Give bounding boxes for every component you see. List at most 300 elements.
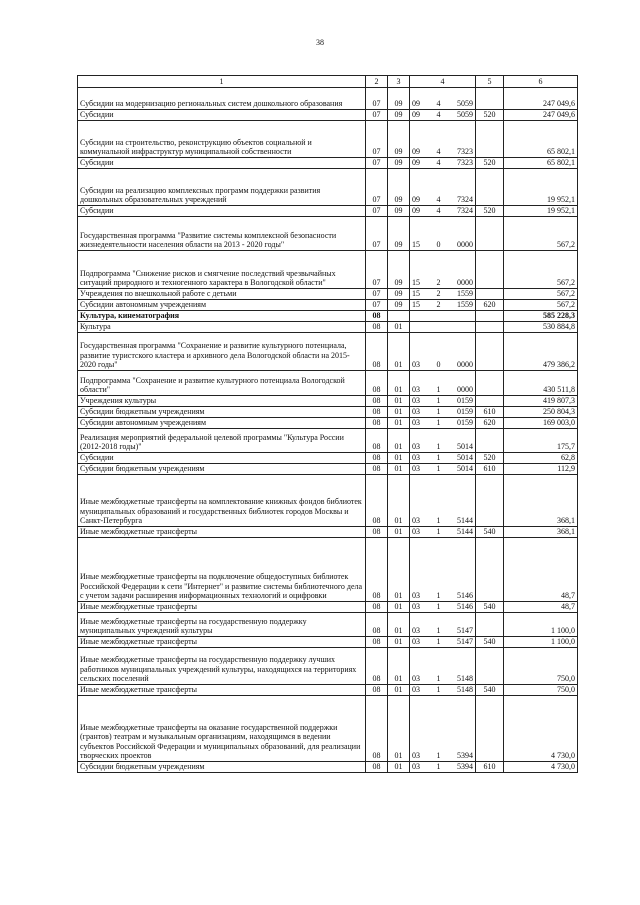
row-name: Учреждения культуры [78,396,366,407]
target-article-part: 1 [436,591,441,601]
expense-type-code: 540 [476,685,504,696]
target-article-part: 15 [412,289,420,299]
target-article-part: 03 [412,464,420,474]
expense-type-code [476,648,504,685]
amount: 65 802,1 [504,121,578,158]
expense-type-code: 540 [476,602,504,613]
target-article-part: 09 [412,99,420,109]
row-name: Учреждения по внешкольной работе с детьми [78,289,366,300]
target-article-part: 5394 [457,762,473,772]
target-article-part: 1 [436,602,441,612]
subsection-code: 01 [388,322,410,333]
amount: 567,2 [504,251,578,289]
row-name: Подпрограмма "Снижение рисков и смягчение последствий чрезвычайных ситуаций природного и техногенного характера в Вологодской области" [78,251,366,289]
section-code: 08 [366,637,388,648]
expense-type-code: 540 [476,527,504,538]
target-article-code [410,206,476,217]
target-article-part: 0159 [457,407,473,417]
expense-type-code [476,121,504,158]
subsection-code: 01 [388,696,410,762]
row-name: Субсидии на реализацию комплексных программ поддержки развития дошкольных образовательных учреждений [78,169,366,206]
row-name: Иные межбюджетные трансферты [78,527,366,538]
target-article-part: 03 [412,527,420,537]
section-code: 08 [366,429,388,453]
amount: 19 952,1 [504,169,578,206]
target-article-code [410,371,476,396]
target-article-part: 5059 [457,110,473,120]
row-name: Культура [78,322,366,333]
section-code: 08 [366,613,388,637]
column-header: 1 [78,76,366,88]
amount: 479 386,2 [504,333,578,371]
target-article-part: 1559 [457,289,473,299]
target-article-part: 03 [412,751,420,761]
amount: 750,0 [504,648,578,685]
target-article-part: 09 [412,206,420,216]
target-article-part: 4 [436,147,441,157]
target-article-code [410,685,476,696]
table-row [78,121,578,158]
target-article-part: 1 [436,385,441,395]
section-code: 08 [366,475,388,527]
row-name: Иные межбюджетные трансферты на государственную поддержку муниципальных учреждений культуры [78,613,366,637]
target-article-part: 03 [412,453,420,463]
row-name: Иные межбюджетные трансферты на подключение общедоступных библиотек Российской Федерации к сети "Интернет" и развитие системы библиотечного дела с учетом задачи расширения информационных технологий и оцифровки [78,538,366,602]
expense-type-code [476,289,504,300]
section-code: 08 [366,602,388,613]
table-row [78,475,578,527]
row-name: Субсидии [78,453,366,464]
target-article-part: 1 [436,685,441,695]
amount: 368,1 [504,475,578,527]
subsection-code: 01 [388,464,410,475]
target-article-part: 15 [412,300,420,310]
row-name: Культура, кинематография [78,311,366,322]
target-article-part: 0000 [457,278,473,288]
target-article-code [410,300,476,311]
target-article-part: 0 [436,240,441,250]
section-code: 08 [366,527,388,538]
row-name: Субсидии бюджетным учреждениям [78,464,366,475]
target-article-part: 1 [436,407,441,417]
section-code: 07 [366,121,388,158]
table-row [78,538,578,602]
amount: 48,7 [504,602,578,613]
expense-type-code [476,217,504,251]
section-code: 08 [366,396,388,407]
section-code: 07 [366,251,388,289]
target-article-part: 1 [436,396,441,406]
target-article-part: 09 [412,110,420,120]
amount: 19 952,1 [504,206,578,217]
section-code: 07 [366,300,388,311]
target-article-part: 7323 [457,147,473,157]
table-row [78,300,578,311]
expense-type-code: 610 [476,762,504,773]
amount: 585 228,3 [504,311,578,322]
amount: 430 511,8 [504,371,578,396]
target-article-code [410,527,476,538]
amount: 4 730,0 [504,762,578,773]
target-article-code [410,333,476,371]
amount: 530 884,8 [504,322,578,333]
table-row [78,333,578,371]
expense-type-code [476,396,504,407]
subsection-code: 01 [388,527,410,538]
section-code: 08 [366,371,388,396]
target-article-code [410,538,476,602]
target-article-part: 1 [436,762,441,772]
target-article-code [410,613,476,637]
target-article-part: 09 [412,158,420,168]
column-header: 6 [504,76,578,88]
expense-type-code [476,538,504,602]
section-code: 08 [366,418,388,429]
table-row [78,602,578,613]
row-name: Субсидии [78,206,366,217]
budget-table [77,75,578,773]
row-name: Подпрограмма "Сохранение и развитие культурного потенциала Вологодской области" [78,371,366,396]
table-row [78,685,578,696]
target-article-part: 03 [412,762,420,772]
subsection-code: 09 [388,217,410,251]
section-code: 08 [366,464,388,475]
section-code: 07 [366,158,388,169]
table-row [78,696,578,762]
amount: 62,8 [504,453,578,464]
expense-type-code: 520 [476,206,504,217]
target-article-part: 09 [412,195,420,205]
target-article-part: 5144 [457,516,473,526]
expense-type-code [476,333,504,371]
table-row [78,169,578,206]
table-row [78,637,578,648]
target-article-part: 1 [436,442,441,452]
row-name: Субсидии [78,158,366,169]
target-article-part: 1559 [457,300,473,310]
target-article-part: 03 [412,626,420,636]
target-article-part: 1 [436,453,441,463]
expense-type-code [476,251,504,289]
row-name: Иные межбюджетные трансферты [78,602,366,613]
amount: 4 730,0 [504,696,578,762]
expense-type-code [476,371,504,396]
subsection-code: 01 [388,648,410,685]
table-row [78,407,578,418]
amount: 1 100,0 [504,637,578,648]
amount: 175,7 [504,429,578,453]
target-article-part: 03 [412,637,420,647]
amount: 48,7 [504,538,578,602]
table-row [78,158,578,169]
subsection-code: 01 [388,453,410,464]
target-article-part: 5147 [457,626,473,636]
subsection-code: 09 [388,110,410,121]
amount: 247 049,6 [504,110,578,121]
row-name: Государственная программа "Сохранение и развитие культурного потенциала, развитие туристского кластера и архивного дела Вологодской области на 2015-2020 годы" [78,333,366,371]
row-name: Иные межбюджетные трансферты на государственную поддержку лучших работников муниципальных учреждений культуры, находящихся на территориях сельских поселений [78,648,366,685]
section-code: 08 [366,322,388,333]
subsection-code: 09 [388,88,410,110]
table-row [78,110,578,121]
subsection-code [388,311,410,322]
table-row [78,322,578,333]
target-article-part: 4 [436,110,441,120]
target-article-part: 1 [436,516,441,526]
table-row [78,613,578,637]
table-row [78,206,578,217]
target-article-part: 2 [436,289,441,299]
target-article-part: 0000 [457,240,473,250]
row-name: Субсидии автономным учреждениям [78,418,366,429]
subsection-code: 01 [388,613,410,637]
amount: 750,0 [504,685,578,696]
target-article-code [410,289,476,300]
row-name: Субсидии автономным учреждениям [78,300,366,311]
table-row [78,251,578,289]
target-article-part: 1 [436,637,441,647]
target-article-part: 5146 [457,591,473,601]
target-article-code [410,762,476,773]
target-article-part: 2 [436,278,441,288]
target-article-code [410,322,476,333]
target-article-code [410,217,476,251]
amount: 169 003,0 [504,418,578,429]
row-name: Государственная программа "Развитие системы комплексной безопасности жизнедеятельности населения области на 2013 - 2020 годы" [78,217,366,251]
subsection-code: 01 [388,407,410,418]
target-article-part: 03 [412,685,420,695]
expense-type-code: 610 [476,407,504,418]
subsection-code: 09 [388,289,410,300]
section-code: 07 [366,169,388,206]
target-article-code [410,407,476,418]
section-code: 08 [366,648,388,685]
target-article-part: 5146 [457,602,473,612]
target-article-code [410,696,476,762]
table-row [78,289,578,300]
target-article-part: 5014 [457,442,473,452]
table-row [78,311,578,322]
target-article-code [410,464,476,475]
table-row [78,418,578,429]
target-article-part: 2 [436,300,441,310]
target-article-part: 03 [412,442,420,452]
section-code: 08 [366,333,388,371]
expense-type-code [476,322,504,333]
section-code: 08 [366,685,388,696]
target-article-part: 5147 [457,637,473,647]
table-row [78,88,578,110]
subsection-code: 09 [388,251,410,289]
table-row [78,217,578,251]
target-article-code [410,602,476,613]
row-name: Иные межбюджетные трансферты на комплектование книжных фондов библиотек муниципальных образований и государственных библиотек городов Москвы и Санкт-Петербурга [78,475,366,527]
expense-type-code: 620 [476,300,504,311]
target-article-code [410,121,476,158]
subsection-code: 09 [388,169,410,206]
target-article-part: 03 [412,674,420,684]
target-article-part: 5394 [457,751,473,761]
target-article-part: 09 [412,147,420,157]
target-article-part: 5014 [457,464,473,474]
target-article-part: 1 [436,527,441,537]
expense-type-code [476,475,504,527]
subsection-code: 01 [388,637,410,648]
subsection-code: 01 [388,762,410,773]
target-article-code [410,418,476,429]
target-article-part: 0159 [457,418,473,428]
target-article-part: 03 [412,418,420,428]
target-article-part: 1 [436,418,441,428]
amount: 567,2 [504,289,578,300]
target-article-part: 7323 [457,158,473,168]
target-article-code [410,429,476,453]
target-article-code [410,169,476,206]
section-code: 08 [366,762,388,773]
table-row [78,648,578,685]
section-code: 08 [366,538,388,602]
target-article-part: 0 [436,360,441,370]
column-header: 3 [388,76,410,88]
target-article-code [410,475,476,527]
row-name: Субсидии на строительство, реконструкцию объектов социальной и коммунальной инфраструктур муниципальной собственности [78,121,366,158]
expense-type-code: 610 [476,464,504,475]
target-article-part: 15 [412,278,420,288]
amount: 247 049,6 [504,88,578,110]
target-article-part: 4 [436,206,441,216]
expense-type-code: 520 [476,158,504,169]
expense-type-code: 520 [476,110,504,121]
section-code: 07 [366,217,388,251]
column-header: 5 [476,76,504,88]
target-article-part: 5144 [457,527,473,537]
expense-type-code: 540 [476,637,504,648]
target-article-part: 1 [436,751,441,761]
row-name: Субсидии бюджетным учреждениям [78,762,366,773]
subsection-code: 09 [388,158,410,169]
subsection-code: 01 [388,475,410,527]
target-article-part: 03 [412,516,420,526]
amount: 250 804,3 [504,407,578,418]
row-name: Субсидии бюджетным учреждениям [78,407,366,418]
row-name: Субсидии на модернизацию региональных систем дошкольного образования [78,88,366,110]
section-code: 08 [366,453,388,464]
target-article-part: 5059 [457,99,473,109]
expense-type-code: 520 [476,453,504,464]
subsection-code: 01 [388,538,410,602]
subsection-code: 01 [388,396,410,407]
expense-type-code [476,88,504,110]
amount: 368,1 [504,527,578,538]
target-article-part: 03 [412,407,420,417]
target-article-part: 4 [436,99,441,109]
table-row [78,762,578,773]
target-article-part: 5148 [457,674,473,684]
column-header: 2 [366,76,388,88]
amount: 65 802,1 [504,158,578,169]
target-article-part: 15 [412,240,420,250]
target-article-part: 0000 [457,360,473,370]
table-row [78,396,578,407]
amount: 567,2 [504,300,578,311]
target-article-part: 5148 [457,685,473,695]
target-article-part: 1 [436,674,441,684]
amount: 1 100,0 [504,613,578,637]
target-article-code [410,110,476,121]
target-article-part: 7324 [457,195,473,205]
subsection-code: 09 [388,206,410,217]
section-code: 08 [366,696,388,762]
table-header-row [78,76,578,88]
subsection-code: 01 [388,333,410,371]
subsection-code: 01 [388,371,410,396]
target-article-part: 4 [436,195,441,205]
amount: 567,2 [504,217,578,251]
target-article-code [410,637,476,648]
target-article-part: 03 [412,385,420,395]
table-row [78,429,578,453]
amount: 419 807,3 [504,396,578,407]
target-article-part: 03 [412,602,420,612]
target-article-code [410,311,476,322]
expense-type-code [476,696,504,762]
target-article-part: 1 [436,464,441,474]
row-name: Иные межбюджетные трансферты [78,685,366,696]
row-name: Иные межбюджетные трансферты на оказание государственной поддержки (грантов) театрам и музыкальным организациям, находящимся в ведении субъектов Российской Федерации и муниципальных образований, для реализации творческих проектов [78,696,366,762]
expense-type-code: 620 [476,418,504,429]
target-article-part: 1 [436,626,441,636]
target-article-part: 03 [412,396,420,406]
table-row [78,453,578,464]
row-name: Реализация мероприятий федеральной целевой программы "Культура России (2012-2018 годы)" [78,429,366,453]
row-name: Субсидии [78,110,366,121]
column-header: 4 [410,76,476,88]
expense-type-code [476,169,504,206]
target-article-part: 03 [412,591,420,601]
expense-type-code [476,429,504,453]
subsection-code: 09 [388,121,410,158]
subsection-code: 01 [388,418,410,429]
target-article-code [410,396,476,407]
target-article-part: 7324 [457,206,473,216]
target-article-code [410,453,476,464]
target-article-code [410,158,476,169]
expense-type-code [476,311,504,322]
target-article-part: 03 [412,360,420,370]
expense-type-code [476,613,504,637]
section-code: 07 [366,88,388,110]
section-code: 08 [366,407,388,418]
target-article-code [410,648,476,685]
row-name: Иные межбюджетные трансферты [78,637,366,648]
page-number: 38 [316,38,324,47]
section-code: 08 [366,311,388,322]
table-row [78,371,578,396]
table-row [78,527,578,538]
target-article-code [410,88,476,110]
table-row [78,464,578,475]
amount: 112,9 [504,464,578,475]
target-article-part: 0159 [457,396,473,406]
subsection-code: 01 [388,685,410,696]
section-code: 07 [366,110,388,121]
target-article-part: 5014 [457,453,473,463]
subsection-code: 01 [388,602,410,613]
section-code: 07 [366,206,388,217]
target-article-part: 0000 [457,385,473,395]
target-article-part: 4 [436,158,441,168]
section-code: 07 [366,289,388,300]
